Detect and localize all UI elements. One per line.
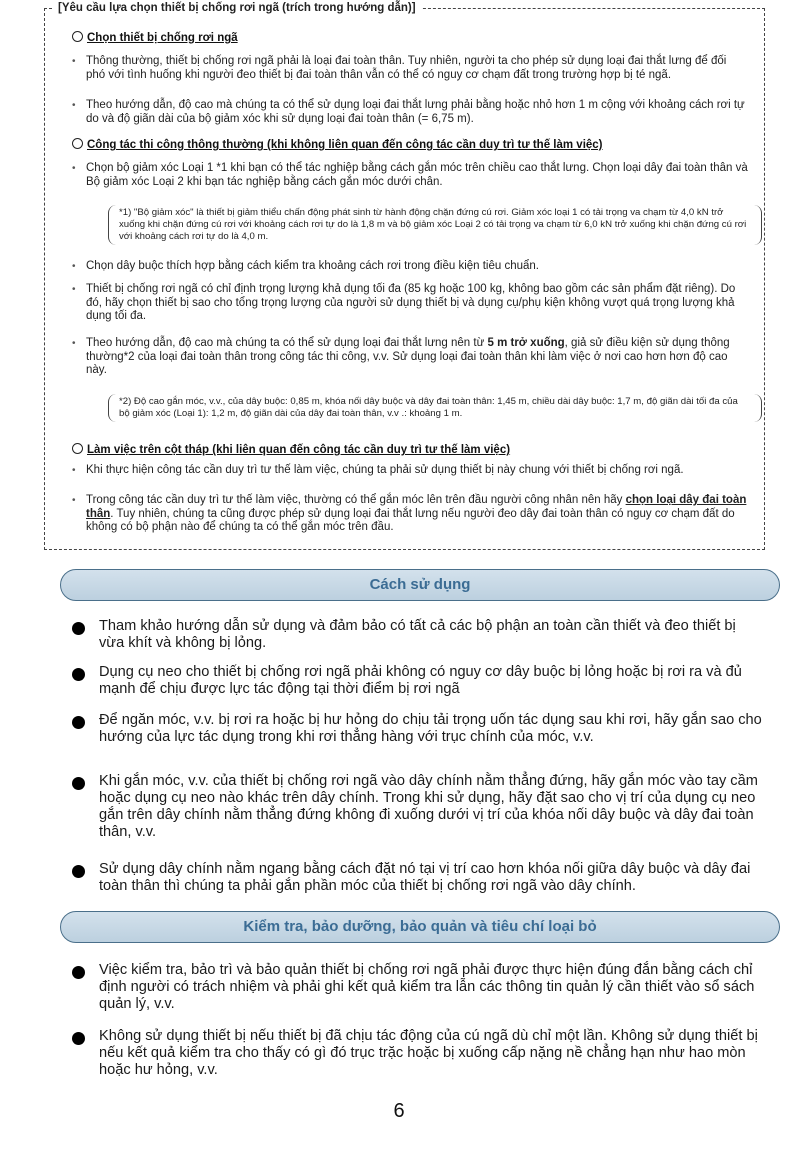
- bullet-icon: •: [72, 261, 76, 272]
- bullet-icon: •: [72, 56, 76, 67]
- inspection-item: Việc kiểm tra, bảo trì và bảo quản thiết bị chống rơi ngã phải được thực hiện đúng đắn bằng cách chỉ định người có trách nhiệm và phải ghi kết quả kiểm tra lẫn các thông tin quản lý cần thiết vào sổ sách quản lý, v.v.: [72, 962, 764, 1013]
- bullet-icon: [72, 777, 85, 790]
- usage-item: Khi gắn móc, v.v. của thiết bị chống rơi ngã vào dây chính nằm thẳng đứng, hãy gắn móc vào tay cầm hoặc dụng cụ neo nào khác trên dây chính. Trong khi sử dụng, hãy đặt sao cho vị trí của dụng cụ neo gắn trên dây chính nằm thẳng đứng không đi xuống dưới vị trí của khóa nối dây buộc và dây đai toàn thân, v.v.: [72, 773, 764, 841]
- list-item: • Khi thực hiện công tác cần duy trì tư thế làm việc, chúng ta phải sử dụng thiết bị này chung với thiết bị chống rơi ngã.: [72, 464, 684, 476]
- bullet-icon: •: [72, 338, 76, 349]
- bullet-icon: •: [72, 465, 76, 476]
- bullet-icon: [72, 1032, 85, 1045]
- bullet-icon: [72, 865, 85, 878]
- bullet-icon: [72, 966, 85, 979]
- usage-banner: Cách sử dụng: [60, 569, 780, 601]
- list-item: • Trong công tác cần duy trì tư thế làm việc, thường có thể gắn móc lên trên đầu người công nhân nên hãy chọn loại dây đai toàn thân. Tuy nhiên, chúng ta cũng được phép sử dụng loại đai thắt lưng nếu người đeo dây đai toàn thân có nguy cơ chạm đất do không có bộ phận nào để chúng ta có thể gắn móc trên đầu.: [72, 494, 747, 534]
- bullet-icon: [72, 716, 85, 729]
- bullet-icon: •: [72, 284, 76, 295]
- inspection-banner: Kiểm tra, bảo dưỡng, bảo quản và tiêu chí loại bỏ: [60, 911, 780, 943]
- page-number: 6: [393, 1100, 405, 1122]
- section-select-device-title: Chọn thiết bị chống rơi ngã: [72, 31, 238, 44]
- bullet-icon: [72, 668, 85, 681]
- list-item: • Theo hướng dẫn, độ cao mà chúng ta có thể sử dụng loại đai thắt lưng phải bằng hoặc nhỏ hơn 1 m cộng với khoảng cách rơi tự do và độ giãn dài của bộ giảm xóc khi sử dụng loại đai toàn thân (= 6,75 m).: [72, 99, 745, 125]
- list-item: • Thông thường, thiết bị chống rơi ngã phải là loại đai toàn thân. Tuy nhiên, người ta cho phép sử dụng loại đai thắt lưng để đối phó với tình huống khi người đeo thiết bị đai toàn thân vẫn có thể có nguy cơ chạm đất trong trường hợp bị té ngã.: [72, 55, 727, 81]
- section-normal-work-title: Công tác thi công thông thường (khi không liên quan đến công tác cần duy trì tư thế làm việc): [72, 138, 603, 151]
- circle-marker-icon: [72, 443, 83, 454]
- emphasis-text: 5 m trở xuống: [487, 337, 565, 349]
- footnote-2: *2) Độ cao gắn móc, v.v., của dây buộc: 0,85 m, khóa nối dây buộc và dây đai toàn thân: 1,45 m, chiều dài dây buộc: 1,7 m, độ giãn dài tối đa của bộ giảm xóc (Loại 1): 1,2 m, độ giãn dài của dây đai toàn thân, v.v .: khoảng 1 m.: [108, 394, 762, 422]
- inspection-item: Không sử dụng thiết bị nếu thiết bị đã chịu tác động của cú ngã dù chỉ một lần. Không sử dụng thiết bị nếu kết quả kiểm tra cho thấy có gì đó trục trặc hoặc bị xuống cấp nặng nề chẳng hạn như hao mòn hoặc hư hỏng, v.v.: [72, 1028, 764, 1079]
- bullet-icon: •: [72, 100, 76, 111]
- footnote-1: *1) "Bộ giảm xóc" là thiết bị giảm thiểu chấn động phát sinh từ hành động chặn đứng cú rơi. Giảm xóc loại 1 có tải trọng va chạm từ 4,0 kN trở xuống khi chặn đứng cú rơi với khoảng cách rơi tự do là 1,8 m và bộ giảm xóc Loại 2 có tải trọng va chạm từ 6,0 kN trở xuống khi chặn đứng cú rơi với khoảng cách rơi tự do là 4,0 m.: [108, 205, 762, 245]
- box-title: [Yêu cầu lựa chọn thiết bị chống rơi ngã (trích trong hướng dẫn)]: [52, 2, 422, 14]
- usage-item: Dụng cụ neo cho thiết bị chống rơi ngã phải không có nguy cơ dây buộc bị lỏng hoặc bị rơi ra và đủ mạnh để chịu được lực tác động tại thời điểm bị rơi ngã: [72, 664, 764, 698]
- usage-item: Tham khảo hướng dẫn sử dụng và đảm bảo có tất cả các bộ phận an toàn cần thiết và đeo thiết bị vừa khít và không bị lỏng.: [72, 618, 764, 652]
- list-item: • Theo hướng dẫn, độ cao mà chúng ta có thể sử dụng loại đai thắt lưng nên từ 5 m trở xuống, giả sử điều kiện sử dụng thông thường*2 của loại đai toàn thân trong công tác thi công, v.v. Sử dụng loại đai toàn thân khi làm việc ở nơi cao hơn hơn độ cao này.: [72, 337, 730, 377]
- emphasis-text: chọn loại dây đai toàn thân: [86, 494, 747, 520]
- usage-item: Để ngăn móc, v.v. bị rơi ra hoặc bị hư hỏng do chịu tải trọng uốn tác dụng sau khi rơi, hãy gắn sao cho hướng của lực tác dụng trong khi rơi thẳng hàng với trục chính của móc, v.v.: [72, 712, 764, 746]
- bullet-icon: •: [72, 163, 76, 174]
- bullet-icon: [72, 622, 85, 635]
- section-tower-work-title: Làm việc trên cột tháp (khi liên quan đến công tác cần duy trì tư thế làm việc): [72, 443, 510, 456]
- list-item: • Thiết bị chống rơi ngã có chỉ định trọng lượng khả dụng tối đa (85 kg hoặc 100 kg, không bao gồm các sản phẩm đặt riêng). Do đó, hãy chọn thiết bị sao cho tổng trọng lượng của người sử dụng thiết bị và dụng cụ/phụ kiện không vượt quá trọng lượng khả dụng tối đa.: [72, 283, 736, 323]
- circle-marker-icon: [72, 138, 83, 149]
- circle-marker-icon: [72, 31, 83, 42]
- list-item: • Chọn bộ giảm xóc Loại 1 *1 khi bạn có thể tác nghiệp bằng cách gắn móc trên chiều cao thắt lưng. Chọn loại dây đai toàn thân và Bộ giảm xóc Loại 2 khi bạn tác nghiệp bằng cách gắn móc dưới chân.: [72, 162, 748, 188]
- list-item: • Chọn dây buộc thích hợp bằng cách kiểm tra khoảng cách rơi trong điều kiện tiêu chuẩn.: [72, 260, 539, 272]
- usage-item: Sử dụng dây chính nằm ngang bằng cách đặt nó tại vị trí cao hơn khóa nối giữa dây buộc và dây đai toàn thân thì chúng ta phải gắn phần móc của thiết bị chống rơi ngã vào dây chính.: [72, 861, 764, 895]
- bullet-icon: •: [72, 495, 76, 506]
